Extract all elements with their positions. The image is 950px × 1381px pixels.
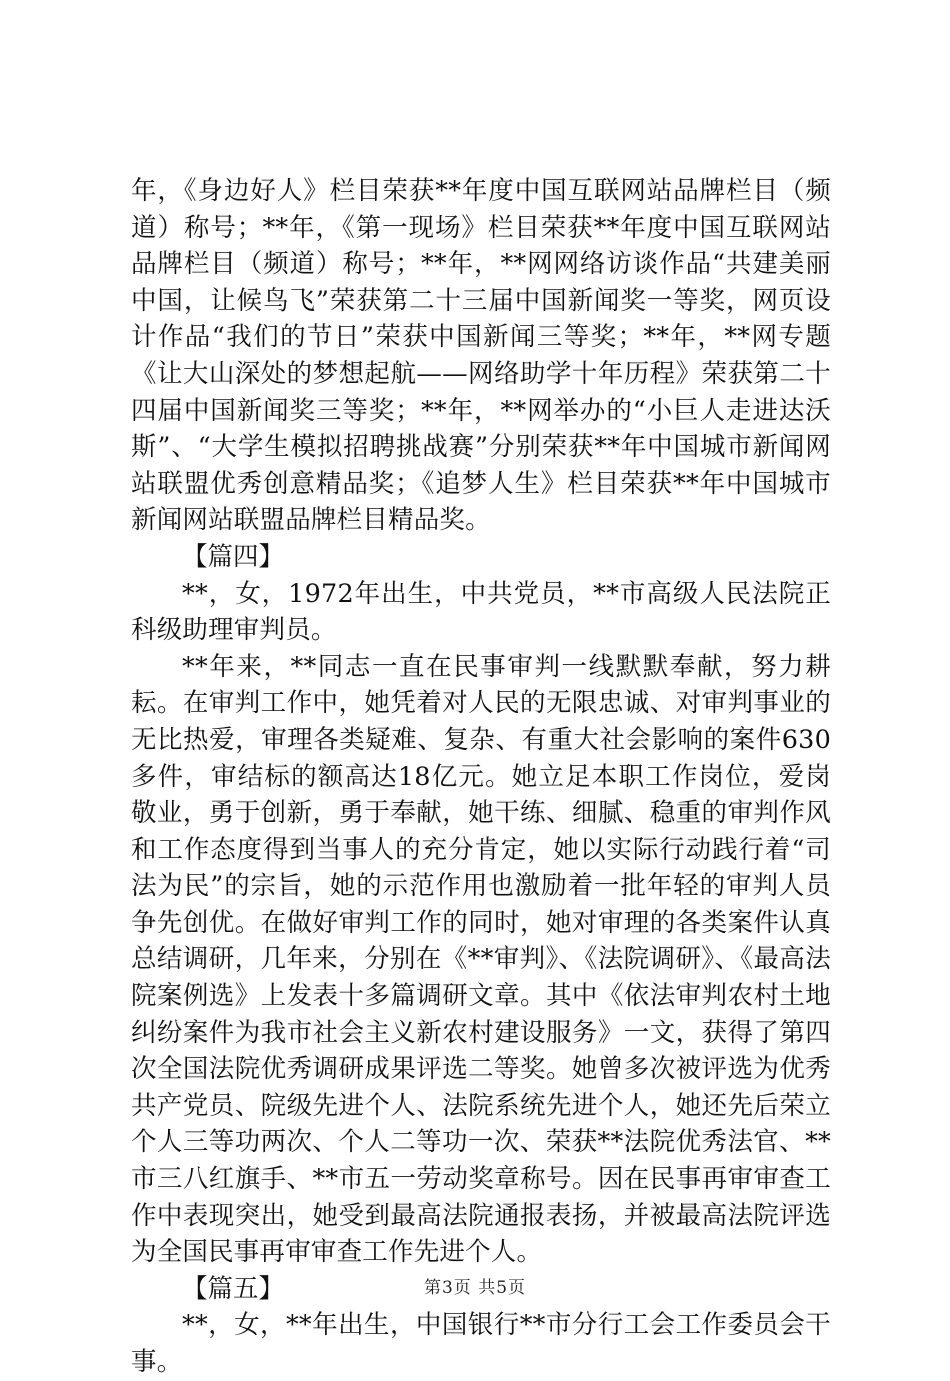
section-heading-part-four: 【篇四】 (182, 541, 285, 572)
paragraph-profile-five: **，女，**年出生，中国银行**市分行工会工作委员会干事。 (131, 1310, 831, 1377)
paragraph-profile-four: **，女，1972年出生，中共党员，**市高级人民法院正科级助理审判员。 (131, 578, 831, 646)
document-body (131, 173, 831, 1381)
paragraph-awards: 年，《身边好人》栏目荣获**年度中国互联网站品牌栏目（频道）称号；**年，《第一现场》栏目荣获**年度中国互联网站品牌栏目（频道）称号；**年，**网网络访谈作品“共建美丽中国，让候鸟飞”荣获第二十三届中国新闻奖一等奖，网页设计作品“我们的节日”荣获中国新闻三等奖；**年，**网专题《让大山深处的梦想起航——网络助学十年历程》荣获第二十四届中国新闻奖三等奖；**年，**网举办的“小巨人走进达沃斯”、“大学生模拟招聘挑战赛”分别荣获**年中国城市新闻网站联盟优秀创意精品奖；《追梦人生》栏目荣获**年中国城市新闻网站联盟品牌栏目精品奖。 (131, 176, 831, 536)
section-heading-part-five: 【篇五】 (182, 1273, 285, 1304)
page-number-footer: 第3页 共5页 (423, 1278, 527, 1298)
paragraph-deeds-four: **年来，**同志一直在民事审判一线默默奉献，努力耕耘。在审判工作中，她凭着对人民的无限忠诚、对审判事业的无比热爱，审理各类疑难、复杂、有重大社会影响的案件630多件，审结标的额高达18亿元。她立足本职工作岗位，爱岗敬业，勇于创新，勇于奉献，她干练、细腻、稳重的审判作风和工作态度得到当事人的充分肯定，她以实际行动践行着“司法为民”的宗旨，她的示范作用也激励着一批年轻的审判人员争先创优。在做好审判工作的同时，她对审理的各类案件认真总结调研，几年来，分别在《**审判》、《法院调研》、《最高法院案例选》上发表十多篇调研文章。其中《依法审判农村土地纠纷案件为我市社会主义新农村建设服务》一文，获得了第四次全国法院优秀调研成果评选二等奖。她曾多次被评选为优秀共产党员、院级先进个人、法院系统先进个人，她还先后荣立个人三等功两次、个人二等功一次、荣获**法院优秀法官、**市三八红旗手、**市五一劳动奖章称号。因在民事再审审查工作中表现突出，她受到最高法院通报表扬，并被最高法院评选为全国民事再审审查工作先进个人。 (131, 651, 831, 1268)
